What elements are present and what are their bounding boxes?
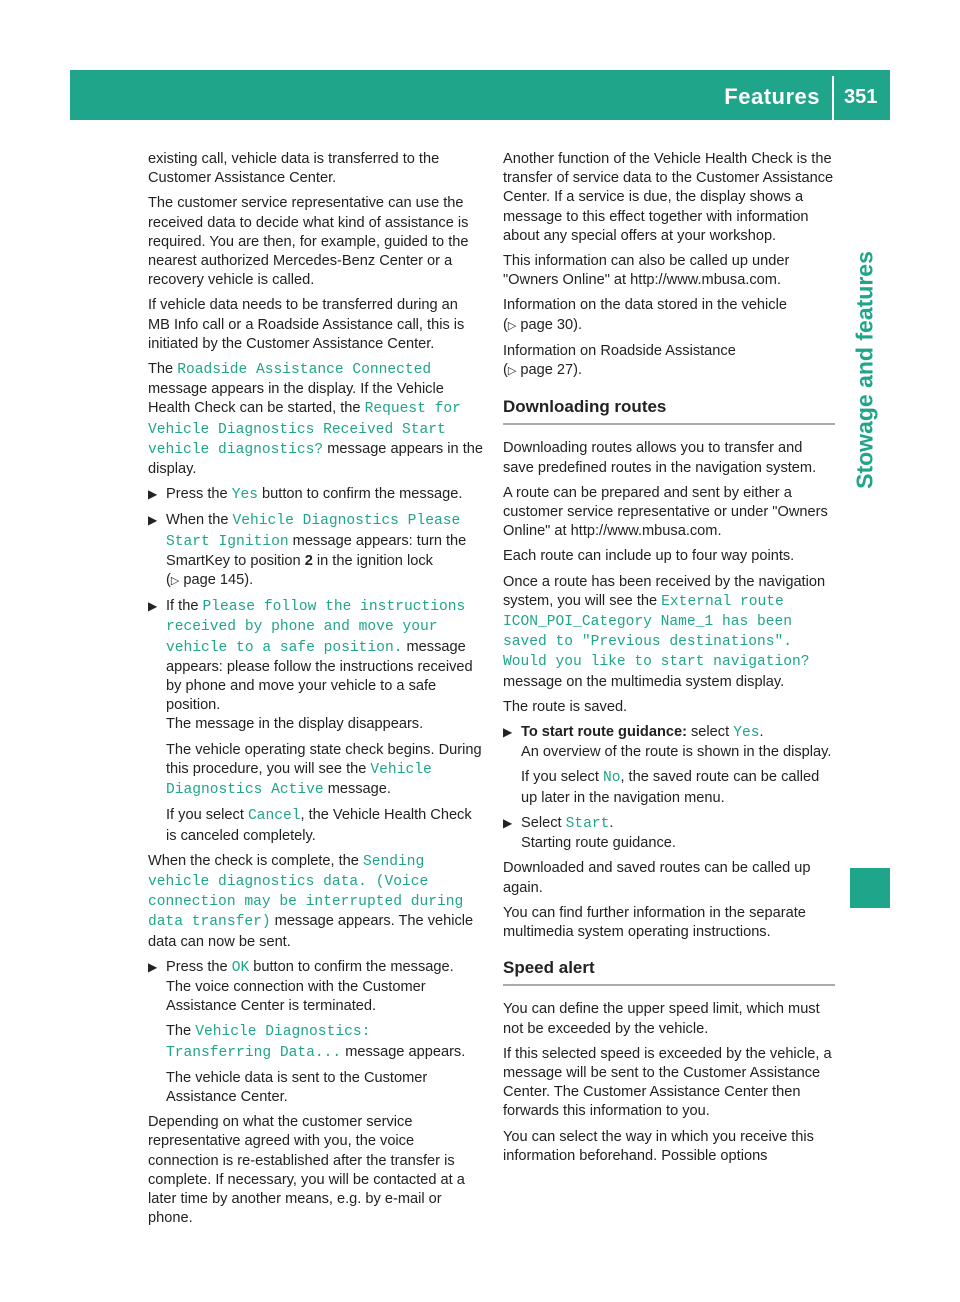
text: message appears: turn the SmartKey to position xyxy=(166,532,467,569)
paragraph xyxy=(503,342,835,381)
instruction-step xyxy=(148,597,483,845)
display-message: Roadside Assistance Connected xyxy=(177,362,432,379)
paragraph xyxy=(148,360,483,479)
text: The vehicle operating state check begins. During this procedure, you will see the xyxy=(166,741,482,777)
paragraph: Another function of the Vehicle Health Check is the transfer of service data to the Customer Assistance Center. If a service is due, the display shows a message to this effect together with information about any special offers at your workshop. xyxy=(503,151,834,244)
display-message: Vehicle Diagnostics: Transferring Data... xyxy=(166,1024,371,1061)
instruction-step xyxy=(148,485,483,505)
page-reference[interactable]: page 145). xyxy=(179,572,254,589)
page-ref-icon: ▷ xyxy=(170,575,180,588)
text: If the xyxy=(166,598,203,615)
text: Information on Roadside Assistance xyxy=(503,342,736,359)
paragraph: The customer service representative can use the received data to decide what kind of assistance is required. You are then, for example, guided to the nearest authorized Mercedes-Benz Center or a recovery vehicle is called. xyxy=(148,195,469,289)
paragraph: This information can also be called up under "Owners Online" at http://www.mbusa.com. xyxy=(503,253,790,289)
text: . xyxy=(759,724,764,741)
text: message appears. xyxy=(341,1043,466,1060)
display-message: No xyxy=(602,770,621,787)
display-message: Vehicle Diagnostics Please Start Ignition xyxy=(166,513,461,550)
paragraph: If vehicle data needs to be transferred during an MB Info call or a Roadside Assistance call, this is initiated by the Customer Assistance Center. xyxy=(148,297,465,352)
text: ( xyxy=(503,316,508,333)
paragraph: The route is saved. xyxy=(503,698,628,715)
page-ref-icon: ▷ xyxy=(507,365,517,378)
text: message appears. The vehicle data can now be sent. xyxy=(148,913,474,950)
left-column xyxy=(148,150,483,1234)
text: . xyxy=(609,814,614,831)
step-arrow-icon: ▶ xyxy=(148,959,158,974)
header-divider xyxy=(832,76,834,120)
display-message: Start xyxy=(565,815,610,832)
text: If you select xyxy=(521,769,603,786)
page-reference[interactable]: page 30). xyxy=(516,316,583,333)
text: ( xyxy=(166,572,171,589)
paragraph: Depending on what the customer service representative agreed with you, the voice connection is re-established after the transfer is complete. If necessary, you will be contacted at a later time by another means, e.g. by e-mail or phone. xyxy=(148,1114,465,1227)
step-detail xyxy=(166,741,483,801)
text: select xyxy=(686,724,734,741)
display-message: OK xyxy=(231,959,250,976)
display-message: Cancel xyxy=(247,808,301,825)
bold-text: To start route guidance: xyxy=(521,724,687,741)
text: If you select xyxy=(166,807,248,824)
instruction-step xyxy=(148,958,483,1107)
paragraph: Downloaded and saved routes can be called up again. xyxy=(503,860,811,896)
paragraph: A route can be prepared and sent by either a customer service representative or under "Owners Online" at http://www.mbusa.com. xyxy=(503,484,828,540)
step-detail: The vehicle data is sent to the Customer Assistance Center. xyxy=(166,1069,428,1105)
paragraph xyxy=(503,296,835,335)
text: Information on the data stored in the vehicle xyxy=(503,297,787,314)
page-reference[interactable]: page 27). xyxy=(516,362,583,379)
text: , the saved route can be called up later in the navigation menu. xyxy=(521,769,820,806)
paragraph: existing call, vehicle data is transferred to the Customer Assistance Center. xyxy=(148,151,440,187)
text: message appears in the display. xyxy=(148,440,483,478)
display-message: Request for Vehicle Diagnostics Received Start vehicle diagnostics? xyxy=(148,401,461,458)
page-title: Features xyxy=(724,84,820,109)
text: The xyxy=(148,361,178,378)
text: When the check is complete, the xyxy=(148,852,363,869)
text: , the Vehicle Health Check is canceled completely. xyxy=(166,807,472,844)
display-message: Yes xyxy=(231,487,258,504)
instruction-step xyxy=(148,511,483,591)
text: Once a route has been received by the navigation system, you will see the xyxy=(503,573,826,609)
page-ref-icon: ▷ xyxy=(507,319,517,332)
section-heading: Speed alert xyxy=(503,958,835,986)
side-section-label-text: Stowage and features xyxy=(851,251,878,489)
instruction-step xyxy=(503,723,835,808)
step-detail xyxy=(521,768,835,807)
side-tab-marker xyxy=(850,868,890,908)
text: button to confirm the message. xyxy=(257,486,463,503)
step-arrow-icon: ▶ xyxy=(503,815,513,830)
text: The xyxy=(166,1023,196,1040)
text: Starting route guidance. xyxy=(521,835,676,852)
text: Select xyxy=(521,814,566,831)
paragraph: Each route can include up to four way points. xyxy=(503,548,795,565)
text: message on the multimedia system display. xyxy=(503,673,785,690)
paragraph xyxy=(148,852,483,952)
section-heading: Downloading routes xyxy=(503,397,835,425)
step-arrow-icon: ▶ xyxy=(503,725,513,740)
paragraph: You can select the way in which you receive this information beforehand. Possible options xyxy=(503,1128,814,1164)
text: Press the xyxy=(166,958,232,975)
step-arrow-icon: ▶ xyxy=(148,599,158,614)
display-message: External route ICON_POI_Category Name_1 has been saved to "Previous destinations". Would you like to start navigation? xyxy=(503,593,810,671)
right-column xyxy=(503,150,835,1172)
text: The message in the display disappears. xyxy=(166,716,424,733)
paragraph xyxy=(503,573,835,692)
bold-text: 2 xyxy=(304,552,313,569)
text: button to confirm the message. xyxy=(249,958,454,975)
text: message appears: please follow the instructions received by phone and move your vehicle to a safe position. xyxy=(166,638,473,714)
paragraph: You can define the upper speed limit, which must not be exceeded by the vehicle. xyxy=(503,1001,820,1037)
text: When the xyxy=(166,512,233,529)
paragraph: If this selected speed is exceeded by the vehicle, a message will be sent to the Customer Assistance Center. The Customer Assistance Center then forwards this information to you. xyxy=(503,1045,832,1120)
text: The voice connection with the Customer Assistance Center is terminated. xyxy=(166,978,426,1015)
text: in the ignition lock xyxy=(312,552,433,569)
display-message: Sending vehicle diagnostics data. (Voice connection may be interrupted during data transfer) xyxy=(148,853,464,931)
display-message: Vehicle Diagnostics Active xyxy=(166,761,432,799)
text: Press the xyxy=(166,486,232,503)
side-section-label xyxy=(845,170,885,570)
display-message: Yes xyxy=(733,725,760,742)
text: An overview of the route is shown in the display. xyxy=(521,744,832,761)
paragraph: You can find further information in the separate multimedia system operating instructions. xyxy=(503,904,806,940)
step-arrow-icon: ▶ xyxy=(148,487,158,502)
text: ( xyxy=(503,362,508,379)
page-number: 351 xyxy=(844,86,878,108)
instruction-step xyxy=(503,814,835,853)
paragraph: Downloading routes allows you to transfer and save predefined routes in the navigation system. xyxy=(503,440,817,476)
text: message. xyxy=(323,781,391,798)
step-detail xyxy=(166,806,483,845)
step-detail xyxy=(166,1022,483,1062)
step-arrow-icon: ▶ xyxy=(148,513,158,528)
display-message: Please follow the instructions received by phone and move your vehicle to a safe position. xyxy=(166,599,466,656)
text: message appears in the display. If the Vehicle Health Check can be started, the xyxy=(148,381,444,417)
